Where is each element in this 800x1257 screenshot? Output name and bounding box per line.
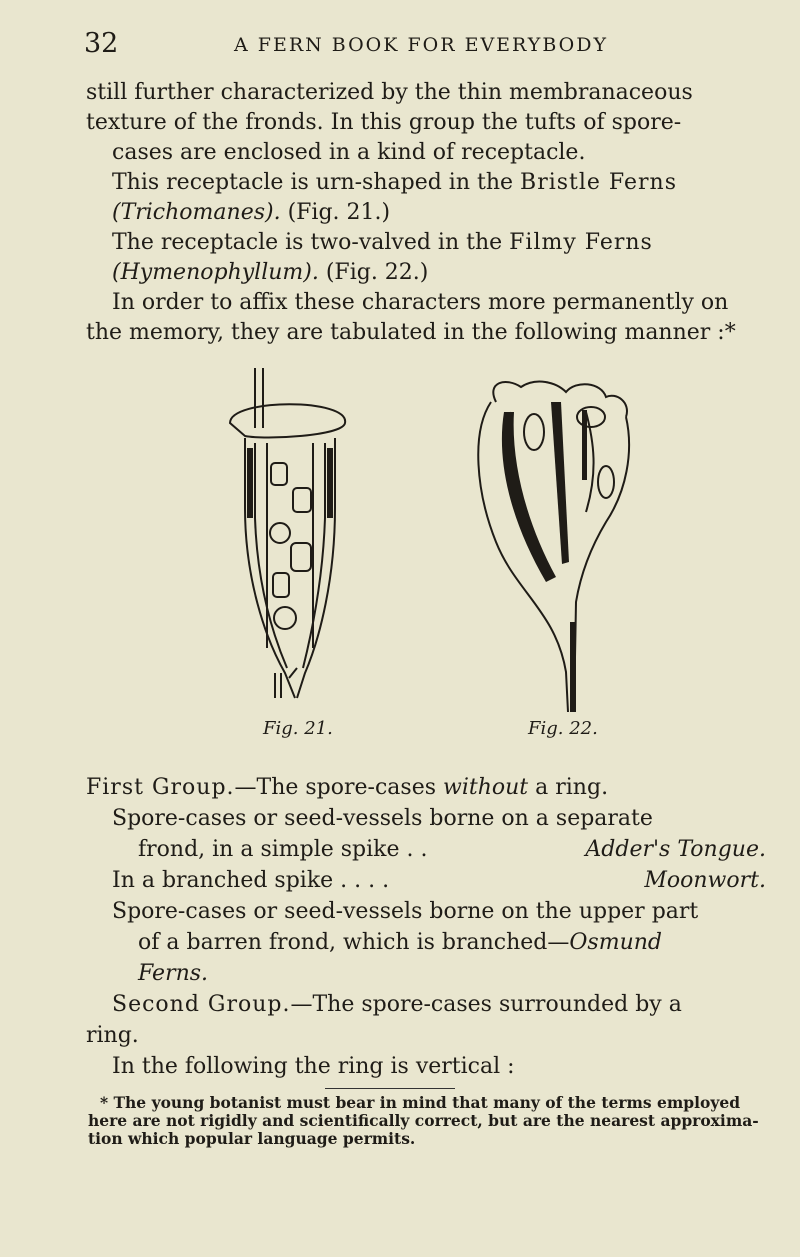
fig21-caption: Fig. 21.: [263, 718, 333, 739]
adders-tongue: Adder's Tongue.: [585, 837, 766, 862]
footnote-divider: [325, 1088, 455, 1089]
vertical-line: In the following the ring is vertical :: [112, 1054, 515, 1079]
order-line-2: the memory, they are tabulated in the following manner :*: [86, 320, 736, 345]
bristle-latin-line: [86, 198, 766, 228]
without-word: without: [443, 775, 529, 800]
filmy-text: The receptacle is two-valved in the: [112, 230, 510, 255]
footnote-line-3: tion which popular language permits.: [88, 1129, 416, 1148]
filmy-line: [86, 228, 766, 258]
spore-line-3: Spore-cases or seed-vessels borne on the upper part: [112, 899, 699, 924]
intro-line-1: still further characterized by the thin membranaceous: [86, 80, 693, 105]
footnote-line-2: here are not rigidly and scientifically correct, but are the nearest approxima-: [88, 1111, 759, 1130]
ring-line: ring.: [86, 1023, 139, 1048]
fig22-ref: (Fig. 22.): [318, 260, 429, 285]
urn-receptacle-illustration: [225, 368, 355, 708]
filmy-ferns-name: Filmy Ferns: [509, 230, 653, 255]
branched-text: In a branched spike . . . .: [112, 868, 390, 893]
bristle-text: This receptacle is urn-shaped in the: [112, 170, 521, 195]
bristle-ferns-name: Bristle Ferns: [520, 170, 677, 195]
osmund-ferns: Ferns.: [138, 961, 209, 986]
footnote-line-1: * The young botanist must bear in mind that many of the terms employed: [100, 1093, 741, 1112]
spore-line-4-text: of a barren frond, which is branched—: [138, 930, 570, 955]
figure-22: [466, 372, 636, 717]
first-group-end: a ring.: [528, 775, 609, 800]
first-group-line: [86, 772, 766, 803]
osmund: Osmund: [569, 930, 662, 955]
moonwort: Moonwort.: [644, 868, 766, 893]
second-group-line: [86, 989, 766, 1020]
fig22-caption: Fig. 22.: [528, 718, 598, 739]
spore-line-4: [86, 927, 766, 958]
page-header: [84, 28, 764, 60]
bristle-line: [86, 168, 766, 198]
hymenophyllum-latin: (Hymenophyllum).: [112, 260, 319, 285]
running-head: A FERN BOOK FOR EVERYBODY: [234, 34, 608, 56]
two-valved-receptacle-illustration: [466, 372, 636, 717]
spore-line-2: [86, 834, 766, 865]
intro-text: [86, 78, 766, 348]
filmy-latin-line: [86, 258, 766, 288]
spore-line-1: Spore-cases or seed-vessels borne on a separate: [112, 806, 653, 831]
second-group-rest: —The spore-cases surrounded by a: [290, 992, 682, 1017]
footnote: [88, 1094, 768, 1148]
order-line-1: In order to affix these characters more permanently on: [112, 290, 729, 315]
page-number: 32: [84, 28, 119, 59]
second-group-heading: Second Group.: [112, 992, 291, 1017]
figure-21: [225, 368, 355, 708]
spore-line-2-text: frond, in a simple spike . .: [138, 837, 428, 862]
first-group-heading: First Group.: [86, 775, 235, 800]
groups-text: [86, 772, 766, 1082]
fig21-ref: (Fig. 21.): [280, 200, 391, 225]
intro-line-3: cases are enclosed in a kind of receptacle.: [112, 140, 586, 165]
trichomanes-latin: (Trichomanes).: [112, 200, 281, 225]
first-group-rest: —The spore-cases: [234, 775, 444, 800]
branched-line: [86, 865, 766, 896]
intro-line-2: texture of the fronds. In this group the tufts of spore-: [86, 110, 682, 135]
